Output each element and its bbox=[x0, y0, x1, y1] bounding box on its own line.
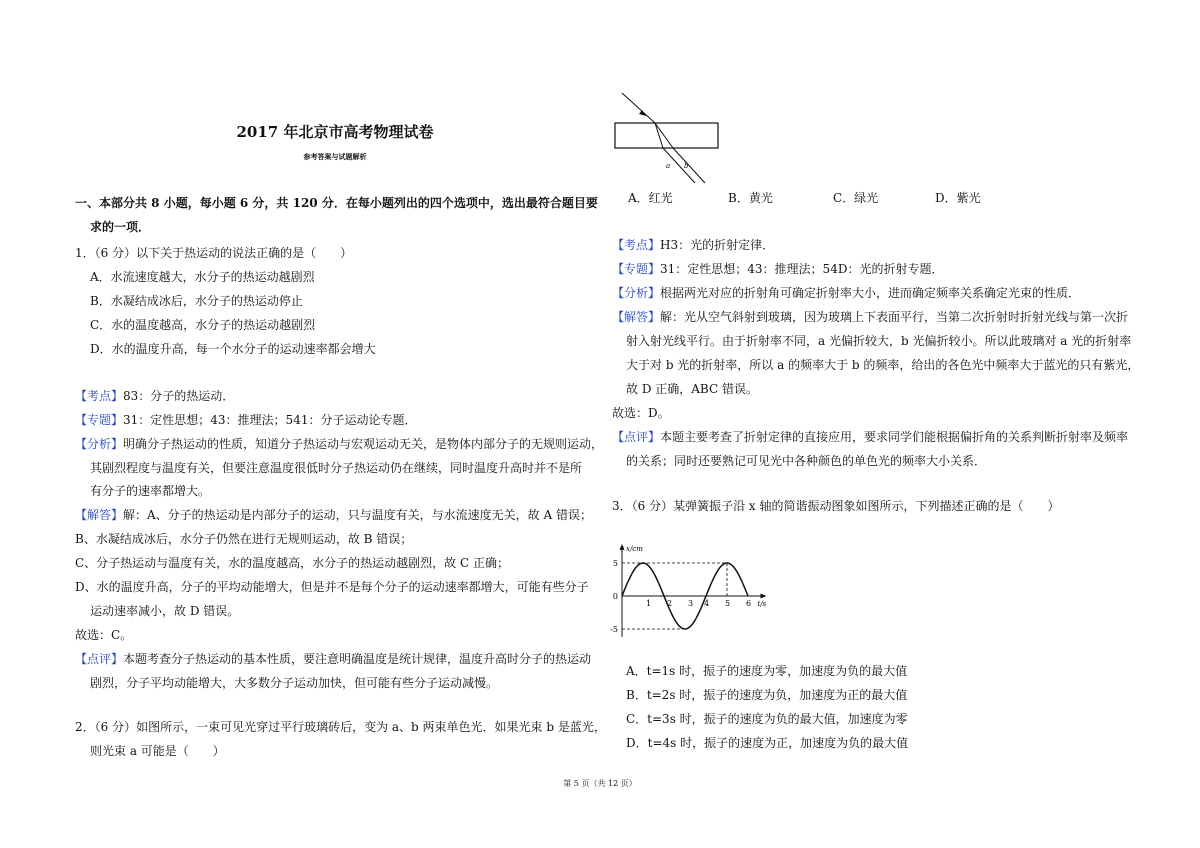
q1-jieda-line2: B、水凝结成冰后，水分子仍然在进行无规则运动，故 B 错误； bbox=[75, 532, 413, 546]
glass-slab bbox=[615, 123, 718, 148]
q1-zhuanti-tag: 【专题】 bbox=[75, 413, 124, 427]
q2-jieda bbox=[612, 309, 1128, 325]
x-tick-label: 6 bbox=[746, 599, 752, 608]
y-axis-arrow bbox=[620, 544, 625, 550]
q1-dianping bbox=[75, 651, 591, 667]
q1-kaodian-text: 83：分子的热运动． bbox=[123, 389, 235, 403]
q2-zhuanti-tag: 【专题】 bbox=[612, 262, 661, 276]
q1-zhuanti bbox=[75, 412, 416, 428]
q1-option-d: D．水的温度升高，每一个水分子的运动速率都会增大 bbox=[90, 342, 376, 356]
page-subtitle: 参考答案与试题解析 bbox=[303, 152, 367, 161]
x-axis-label: t/s bbox=[757, 600, 767, 608]
q1-fenxi-tag: 【分析】 bbox=[75, 437, 124, 451]
q1-fenxi bbox=[75, 436, 603, 452]
refracted-ray-a bbox=[655, 123, 663, 148]
q2-answer: 故选：D。 bbox=[612, 406, 670, 420]
q1-fenxi-line2: 其剧烈程度与温度有关，但要注意温度很低时分子热运动仍在继续，同时温度升高时并不是所 bbox=[90, 461, 583, 475]
x-tick-label: 4 bbox=[704, 599, 710, 608]
q2-jieda-line3: 大于对 b 光的折射率，所以 a 的频率大于 b 的频率，给出的各色光中频率大于蓝光的只有紫光， bbox=[626, 358, 1140, 372]
q2-option-b: B．黄光 bbox=[728, 191, 773, 205]
q2-kaodian-text: H3：光的折射定律． bbox=[660, 238, 775, 252]
q2-option-c: C．绿光 bbox=[833, 191, 879, 205]
q3-option-d: D．t=4s 时，振子的速度为正，加速度为负的最大值 bbox=[626, 736, 909, 750]
x-tick-label: 1 bbox=[646, 599, 652, 608]
incident-arrow bbox=[639, 110, 646, 116]
q2-glass-figure bbox=[605, 90, 725, 188]
q3-stem: 3．（6 分）某弹簧振子沿 x 轴的简谐振动图象如图所示，下列描述正确的是（ ） bbox=[612, 499, 1060, 513]
label-b: b bbox=[684, 162, 689, 170]
page-footer: 第 5 页（共 12 页） bbox=[563, 779, 637, 788]
q1-option-b: B．水凝结成冰后，水分子的热运动停止 bbox=[90, 294, 303, 308]
q2-fenxi bbox=[612, 285, 1080, 301]
x-tick-label: 5 bbox=[725, 599, 731, 608]
q2-option-a: A．红光 bbox=[628, 191, 673, 205]
q1-dianping-line1: 本题考查分子热运动的基本性质，要注意明确温度是统计规律，温度升高时分子的热运动 bbox=[123, 652, 592, 666]
q2-zhuanti bbox=[612, 261, 943, 277]
q1-jieda-line4: D、水的温度升高，分子的平均动能增大，但是并不是每个分子的运动速率都增大，可能有些分子 bbox=[75, 580, 589, 594]
q1-answer: 故选：C。 bbox=[75, 628, 133, 642]
q1-kaodian bbox=[75, 388, 234, 404]
q1-jieda-line5: 运动速率减小，故 D 错误。 bbox=[90, 604, 240, 618]
q1-dianping-line2: 剧烈，分子平均动能增大，大多数分子运动加快，但可能有些分子运动减慢。 bbox=[90, 676, 499, 690]
x-tick-label: 3 bbox=[688, 599, 694, 608]
q1-jieda bbox=[75, 507, 592, 523]
q2-jieda-line4: 故 D 正确，ABC 错误。 bbox=[626, 382, 758, 396]
q1-fenxi-line3: 有分子的速率都增大。 bbox=[90, 484, 211, 498]
q1-kaodian-tag: 【考点】 bbox=[75, 389, 124, 403]
q2-jieda-tag: 【解答】 bbox=[612, 310, 661, 324]
q2-option-d: D．紫光 bbox=[935, 191, 981, 205]
emergent-ray-b bbox=[673, 148, 705, 183]
q2-stem-line2: 则光束 a 可能是（ ） bbox=[90, 744, 225, 758]
q2-stem-line1: 2．（6 分）如图所示，一束可见光穿过平行玻璃砖后，变为 a、b 两束单色光．如果光束 b 是蓝光， bbox=[75, 720, 606, 734]
x-tick-label: 2 bbox=[667, 599, 673, 608]
q3-shm-chart bbox=[600, 522, 790, 652]
q1-stem: 1．（6 分）以下关于热运动的说法正确的是（ ） bbox=[75, 246, 353, 260]
q2-dianping-line2: 的关系；同时还要熟记可见光中各种颜色的单色光的频率大小关系． bbox=[626, 454, 987, 468]
q2-kaodian-tag: 【考点】 bbox=[612, 238, 661, 252]
q2-dianping-tag: 【点评】 bbox=[612, 430, 661, 444]
y-tick-label: -5 bbox=[610, 625, 618, 634]
page-title: 2017 年北京市高考物理试卷 bbox=[236, 123, 434, 141]
q2-dianping bbox=[612, 429, 1128, 445]
incident-ray bbox=[622, 93, 655, 123]
y-axis-label: x/cm bbox=[626, 544, 643, 553]
q2-kaodian bbox=[612, 237, 774, 253]
x-axis-arrow bbox=[761, 594, 767, 599]
q1-dianping-tag: 【点评】 bbox=[75, 652, 124, 666]
q2-jieda-line1: 解：光从空气斜射到玻璃，因为玻璃上下表面平行，当第二次折射时折射光线与第一次折 bbox=[660, 310, 1129, 324]
q2-zhuanti-text: 31：定性思想；43：推理法；54D：光的折射专题． bbox=[660, 262, 944, 276]
q3-option-a: A．t=1s 时，振子的速度为零，加速度为负的最大值 bbox=[626, 664, 908, 678]
y-tick-label: 5 bbox=[612, 559, 618, 568]
section-heading-line2: 求的一项． bbox=[90, 220, 151, 234]
q2-fenxi-tag: 【分析】 bbox=[612, 286, 661, 300]
refracted-ray-b bbox=[655, 123, 673, 148]
q3-option-b: B．t=2s 时，振子的速度为负，加速度为正的最大值 bbox=[626, 688, 908, 702]
y-tick-label: 0 bbox=[612, 592, 618, 601]
q1-option-c: C．水的温度越高，水分子的热运动越剧烈 bbox=[90, 318, 316, 332]
q1-jieda-line3: C、分子热运动与温度有关，水的温度越高，水分子的热运动越剧烈，故 C 正确； bbox=[75, 556, 509, 570]
chart-plot-area bbox=[610, 544, 766, 637]
q1-fenxi-line1: 明确分子热运动的性质，知道分子热运动与宏观运动无关，是物体内部分子的无规则运动， bbox=[123, 437, 604, 451]
section-heading-line1: 一、本部分共 8 小题，每小题 6 分，共 120 分．在每小题列出的四个选项中，选出最符合题目要 bbox=[75, 196, 598, 210]
q3-option-c: C．t=3s 时，振子的速度为负的最大值，加速度为零 bbox=[626, 712, 908, 726]
q1-jieda-tag: 【解答】 bbox=[75, 508, 124, 522]
q1-zhuanti-text: 31：定性思想；43：推理法；541：分子运动论专题． bbox=[123, 413, 417, 427]
label-a: a bbox=[666, 162, 671, 170]
q1-jieda-line1: 解：A、分子的热运动是内部分子的运动，只与温度有关，与水流速度无关，故 A 错误； bbox=[123, 508, 592, 522]
q2-fenxi-text: 根据两光对应的折射角可确定折射率大小，进而确定频率关系确定光束的性质． bbox=[660, 286, 1081, 300]
q2-dianping-line1: 本题主要考查了折射定律的直接应用，要求同学们能根据偏折角的关系判断折射率及频率 bbox=[660, 430, 1129, 444]
q1-option-a: A．水流速度越大，水分子的热运动越剧烈 bbox=[90, 270, 315, 284]
q2-jieda-line2: 射入射光线平行。由于折射率不同，a 光偏折较大，b 光偏折较小。所以此玻璃对 a 光的折射率 bbox=[626, 334, 1132, 348]
